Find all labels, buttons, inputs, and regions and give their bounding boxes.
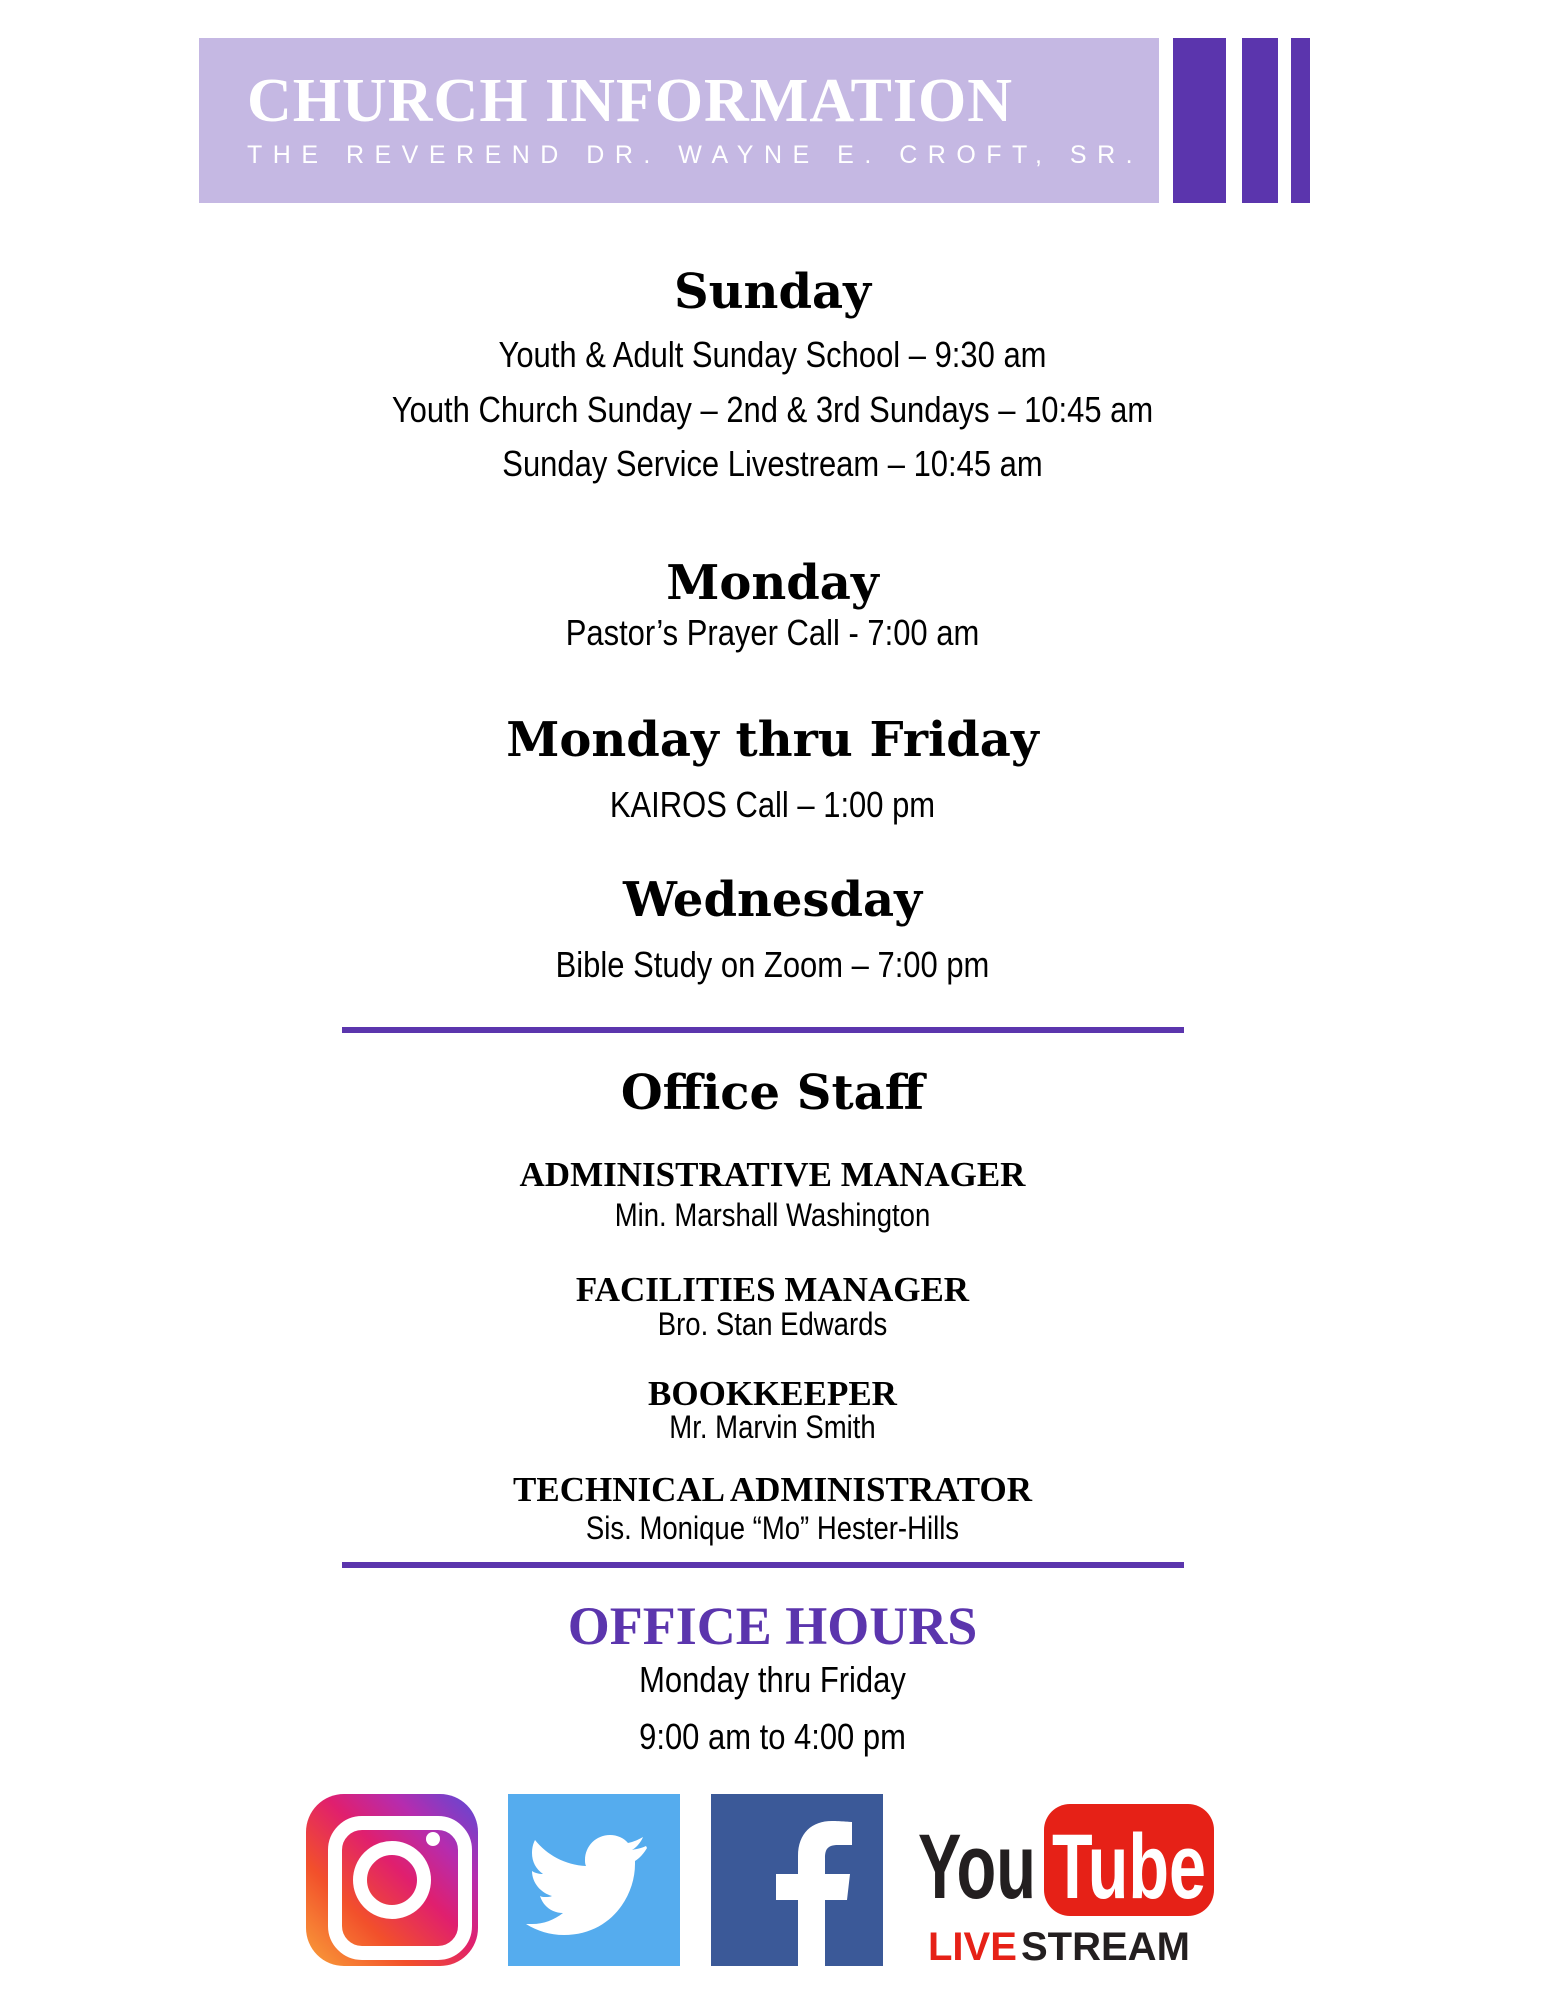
monday-line: Pastor’s Prayer Call - 7:00 am bbox=[565, 612, 980, 653]
livestream-stream-text: STREAM bbox=[1021, 1925, 1190, 1969]
weekdays-heading: Monday thru Friday bbox=[506, 712, 1039, 768]
weekdays-line: KAIROS Call – 1:00 pm bbox=[609, 784, 936, 825]
youtube-logo[interactable] bbox=[918, 1794, 1214, 1974]
staff-role: BOOKKEEPER bbox=[648, 1374, 897, 1413]
section-divider bbox=[342, 1562, 1184, 1568]
staff-role: ADMINISTRATIVE MANAGER bbox=[519, 1155, 1026, 1194]
wednesday-line: Bible Study on Zoom – 7:00 pm bbox=[555, 944, 990, 985]
section-divider bbox=[342, 1027, 1184, 1033]
instagram-lens bbox=[353, 1841, 431, 1919]
youtube-tube-text: Tube bbox=[1052, 1816, 1206, 1918]
twitter-icon[interactable] bbox=[508, 1794, 680, 1966]
sunday-line: Youth & Adult Sunday School – 9:30 am bbox=[498, 334, 1047, 375]
instagram-dot bbox=[426, 1832, 440, 1846]
staff-heading: Office Staff bbox=[620, 1065, 925, 1121]
monday-heading: Monday bbox=[666, 555, 879, 611]
youtube-livestream-icon bbox=[918, 1794, 1214, 1974]
youtube-you-text: You bbox=[918, 1816, 1036, 1918]
decorative-stripe bbox=[1291, 38, 1310, 203]
staff-name: Min. Marshall Washington bbox=[614, 1197, 931, 1233]
decorative-stripe bbox=[1173, 38, 1226, 203]
page-title: CHURCH INFORMATION bbox=[247, 67, 1013, 135]
office-hours-days: Monday thru Friday bbox=[639, 1659, 906, 1700]
facebook-f-icon bbox=[711, 1794, 883, 1966]
instagram-icon[interactable] bbox=[306, 1794, 478, 1966]
sunday-line: Youth Church Sunday – 2nd & 3rd Sundays – 10:45 am bbox=[391, 389, 1154, 430]
staff-role: TECHNICAL ADMINISTRATOR bbox=[513, 1470, 1032, 1509]
staff-name: Mr. Marvin Smith bbox=[669, 1409, 876, 1445]
sunday-heading: Sunday bbox=[673, 264, 871, 320]
staff-name: Sis. Monique “Mo” Hester-Hills bbox=[585, 1510, 960, 1546]
office-hours-time: 9:00 am to 4:00 pm bbox=[639, 1716, 906, 1757]
pastor-subtitle: THE REVEREND DR. WAYNE E. CROFT, SR. bbox=[247, 141, 1144, 169]
header-banner bbox=[199, 38, 1159, 203]
staff-name: Bro. Stan Edwards bbox=[657, 1306, 888, 1342]
decorative-stripe bbox=[1242, 38, 1278, 203]
office-hours-heading: OFFICE HOURS bbox=[567, 1596, 978, 1656]
facebook-icon[interactable] bbox=[711, 1794, 883, 1966]
staff-role: FACILITIES MANAGER bbox=[575, 1270, 970, 1309]
twitter-bird-icon bbox=[508, 1794, 680, 1966]
wednesday-heading: Wednesday bbox=[622, 872, 923, 928]
livestream-live-text: LIVE bbox=[928, 1925, 1017, 1969]
sunday-line: Sunday Service Livestream – 10:45 am bbox=[502, 443, 1043, 484]
